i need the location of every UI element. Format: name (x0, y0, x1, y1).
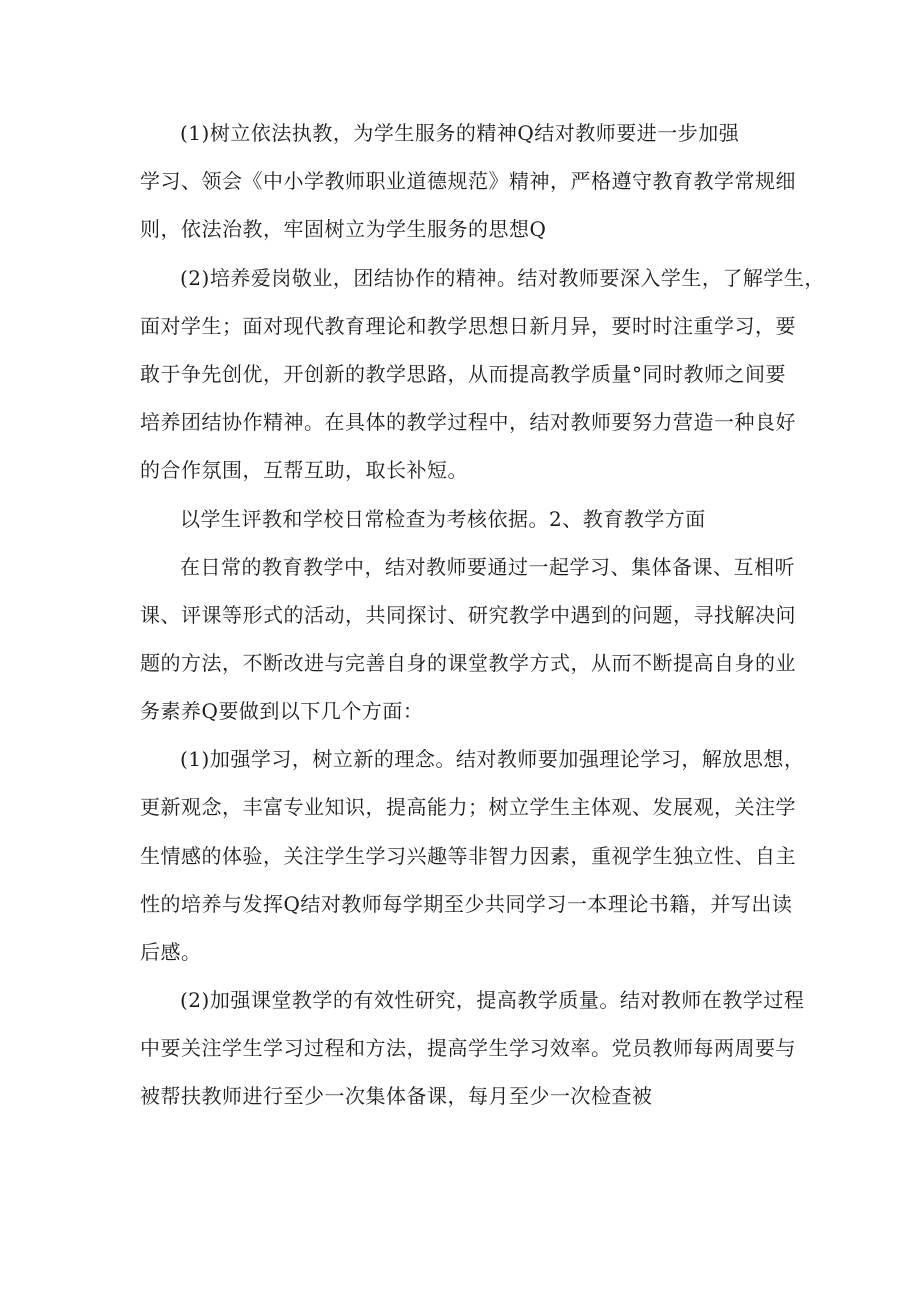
paragraph-2-line-2: 面对学生；面对现代教育理论和教学思想日新月异，要时时注重学习，要 (140, 314, 796, 338)
paragraph-4-line-3: 题的方法，不断改进与完善自身的课堂教学方式，从而不断提高自身的业 (140, 651, 796, 675)
paragraph-1-line-2: 学习、领会《中小学教师职业道德规范》精神，严格遵守教育教学常规细 (140, 169, 796, 193)
paragraph-5-line-5: 后感。 (140, 940, 202, 964)
paragraph-3-line-1: 以学生评教和学校日常检查为考核依据。2、教育教学方面 (180, 507, 706, 531)
paragraph-5-line-2: 更新观念，丰富专业知识，提高能力；树立学生主体观、发展观，关注学 (140, 795, 796, 819)
paragraph-1-line-1: (1)树立依法执教，为学生服务的精神Q结对教师要进一步加强 (180, 121, 740, 145)
paragraph-2-line-3: 敢于争先创优，开创新的教学思路，从而提高教学质量°同时教师之间要 (140, 362, 786, 386)
paragraph-5-line-3: 生情感的体验，关注学生学习兴趣等非智力因素，重视学生独立性、自主 (140, 844, 796, 868)
paragraph-6-line-3: 被帮扶教师进行至少一次集体备课，每月至少一次检查被 (140, 1084, 653, 1108)
paragraph-1-line-3: 则，依法治教，牢固树立为学生服务的思想Q (140, 217, 547, 241)
paragraph-4-line-1: 在日常的教育教学中，结对教师要通过一起学习、集体备课、互相听 (180, 555, 795, 579)
paragraph-5-line-4: 性的培养与发挥Q结对教师每学期至少共同学习一本理论书籍，并写出读 (140, 892, 793, 916)
paragraph-2-line-5: 的合作氛围，互帮互助，取长补短。 (140, 458, 468, 482)
paragraph-4-line-4: 务素养Q要做到以下几个方面： (140, 699, 424, 723)
paragraph-6-line-2: 中要关注学生学习过程和方法，提高学生学习效率。党员教师每两周要与 (140, 1036, 796, 1060)
paragraph-2-line-4: 培养团结协作精神。在具体的教学过程中，结对教师要努力营造一种良好 (140, 410, 796, 434)
paragraph-6-line-1: (2)加强课堂教学的有效性研究，提高教学质量。结对教师在教学过程 (180, 988, 805, 1012)
paragraph-2-line-1: (2)培养爱岗敬业，团结协作的精神。结对教师要深入学生，了解学生， (180, 266, 825, 290)
paragraph-5-line-1: (1)加强学习，树立新的理念。结对教师要加强理论学习，解放思想， (180, 747, 805, 771)
paragraph-4-line-2: 课、评课等形式的活动，共同探讨、研究教学中遇到的问题，寻找解决问 (140, 603, 796, 627)
